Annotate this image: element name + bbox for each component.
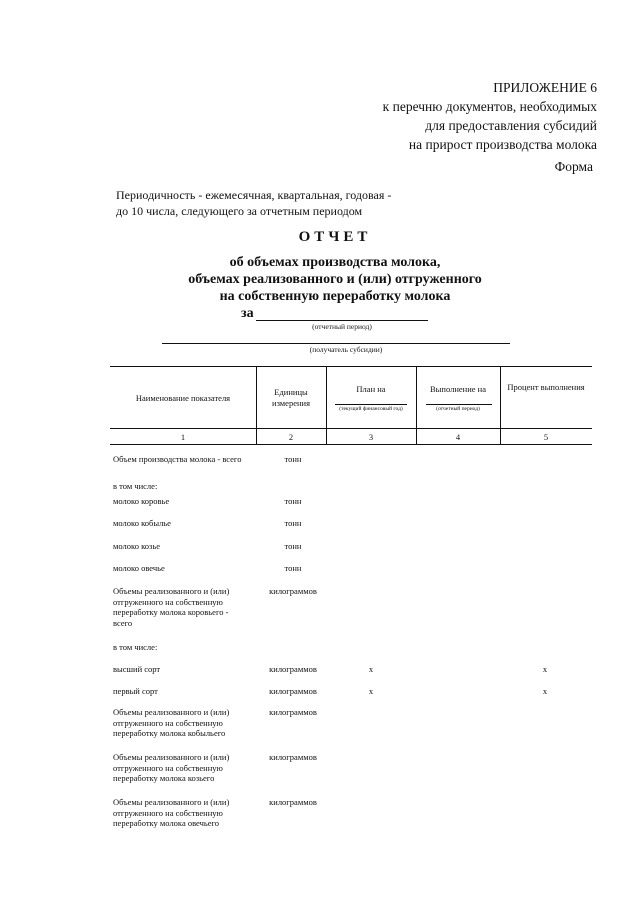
row-unit: килограммов xyxy=(269,686,317,696)
form-label: Форма xyxy=(554,159,593,174)
appendix-line-3: для предоставления субсидий xyxy=(425,118,597,133)
appendix-header xyxy=(383,78,597,154)
reporting-period-field[interactable] xyxy=(256,320,428,321)
report-subtitle xyxy=(0,254,640,305)
plan-year-field[interactable] xyxy=(335,404,407,405)
row-name: молоко овечье xyxy=(113,563,165,573)
header-plan: План на xyxy=(356,384,386,394)
row-name: молоко коровье xyxy=(113,496,170,506)
appendix-line-4: на прирост производства молока xyxy=(408,137,597,152)
periodicity-line-1: Периодичность - ежемесячная, квартальная, годовая - xyxy=(116,188,392,202)
row-name: молоко козье xyxy=(113,541,161,551)
table-top-border xyxy=(110,366,592,367)
col-number: 2 xyxy=(288,432,294,442)
row-name: молоко кобылье xyxy=(113,518,171,528)
done-caption: (отчетный период) xyxy=(436,406,480,412)
appendix-title: ПРИЛОЖЕНИЕ 6 xyxy=(493,80,597,95)
header-divider xyxy=(110,428,592,429)
row-name: Объемы реализованного и (или) отгруженного на собственную переработку молока козьего xyxy=(113,752,230,783)
header-name: Наименование показателя xyxy=(135,393,231,403)
row-pct-mark: х xyxy=(542,686,548,696)
recipient-field[interactable] xyxy=(162,343,510,344)
row-pct-mark: х xyxy=(542,664,548,674)
row-unit: килограммов xyxy=(269,797,317,807)
report-title: ОТЧЕТ xyxy=(298,229,372,245)
plan-caption: (текущий финансовый год) xyxy=(339,406,403,412)
row-name: Объемы реализованного и (или) отгруженного на собственную переработку молока коровьего - всего xyxy=(113,586,230,628)
periodicity-note xyxy=(116,187,391,219)
header-done: Выполнение на xyxy=(430,384,486,394)
row-unit: тонн xyxy=(284,541,302,551)
col-number: 3 xyxy=(368,432,374,442)
col-number: 1 xyxy=(180,432,186,442)
row-plan-mark: х xyxy=(368,664,374,674)
subtitle-line-2: объемах реализованного и (или) отгруженного xyxy=(188,272,482,287)
row-name: высший сорт xyxy=(113,664,161,674)
row-unit: килограммов xyxy=(269,586,317,596)
row-unit: тонн xyxy=(284,496,302,506)
row-unit: тонн xyxy=(284,518,302,528)
periodicity-line-2: до 10 числа, следующего за отчетным периодом xyxy=(116,204,363,218)
row-unit: килограммов xyxy=(269,664,317,674)
appendix-line-2: к перечню документов, необходимых xyxy=(382,99,597,114)
header-unit: Единицы измерения xyxy=(272,387,310,408)
row-name: в том числе: xyxy=(113,642,158,652)
subtitle-line-3: на собственную переработку молока xyxy=(219,289,451,304)
row-unit: килограммов xyxy=(269,752,317,762)
row-name: Объем производства молока - всего xyxy=(113,454,242,464)
za-label: за xyxy=(241,306,254,321)
col-number: 4 xyxy=(455,432,461,442)
row-name: в том числе: xyxy=(113,481,158,491)
col-number: 5 xyxy=(543,432,549,442)
row-name: первый сорт xyxy=(113,686,158,696)
subtitle-line-1: об объемах производства молока, xyxy=(229,255,441,270)
header-pct: Процент выполнения xyxy=(507,382,585,392)
row-plan-mark: х xyxy=(368,686,374,696)
done-period-field[interactable] xyxy=(426,404,492,405)
period-caption: (отчетный период) xyxy=(312,322,372,331)
row-name: Объемы реализованного и (или) отгруженного на собственную переработку молока овечьего xyxy=(113,797,230,828)
row-unit: тонн xyxy=(284,454,302,464)
row-unit: тонн xyxy=(284,563,302,573)
colnum-divider xyxy=(110,444,592,445)
row-unit: килограммов xyxy=(269,707,317,717)
row-name: Объемы реализованного и (или) отгруженного на собственную переработку молока кобыльего xyxy=(113,707,230,738)
recipient-caption: (получатель субсидии) xyxy=(309,345,383,354)
